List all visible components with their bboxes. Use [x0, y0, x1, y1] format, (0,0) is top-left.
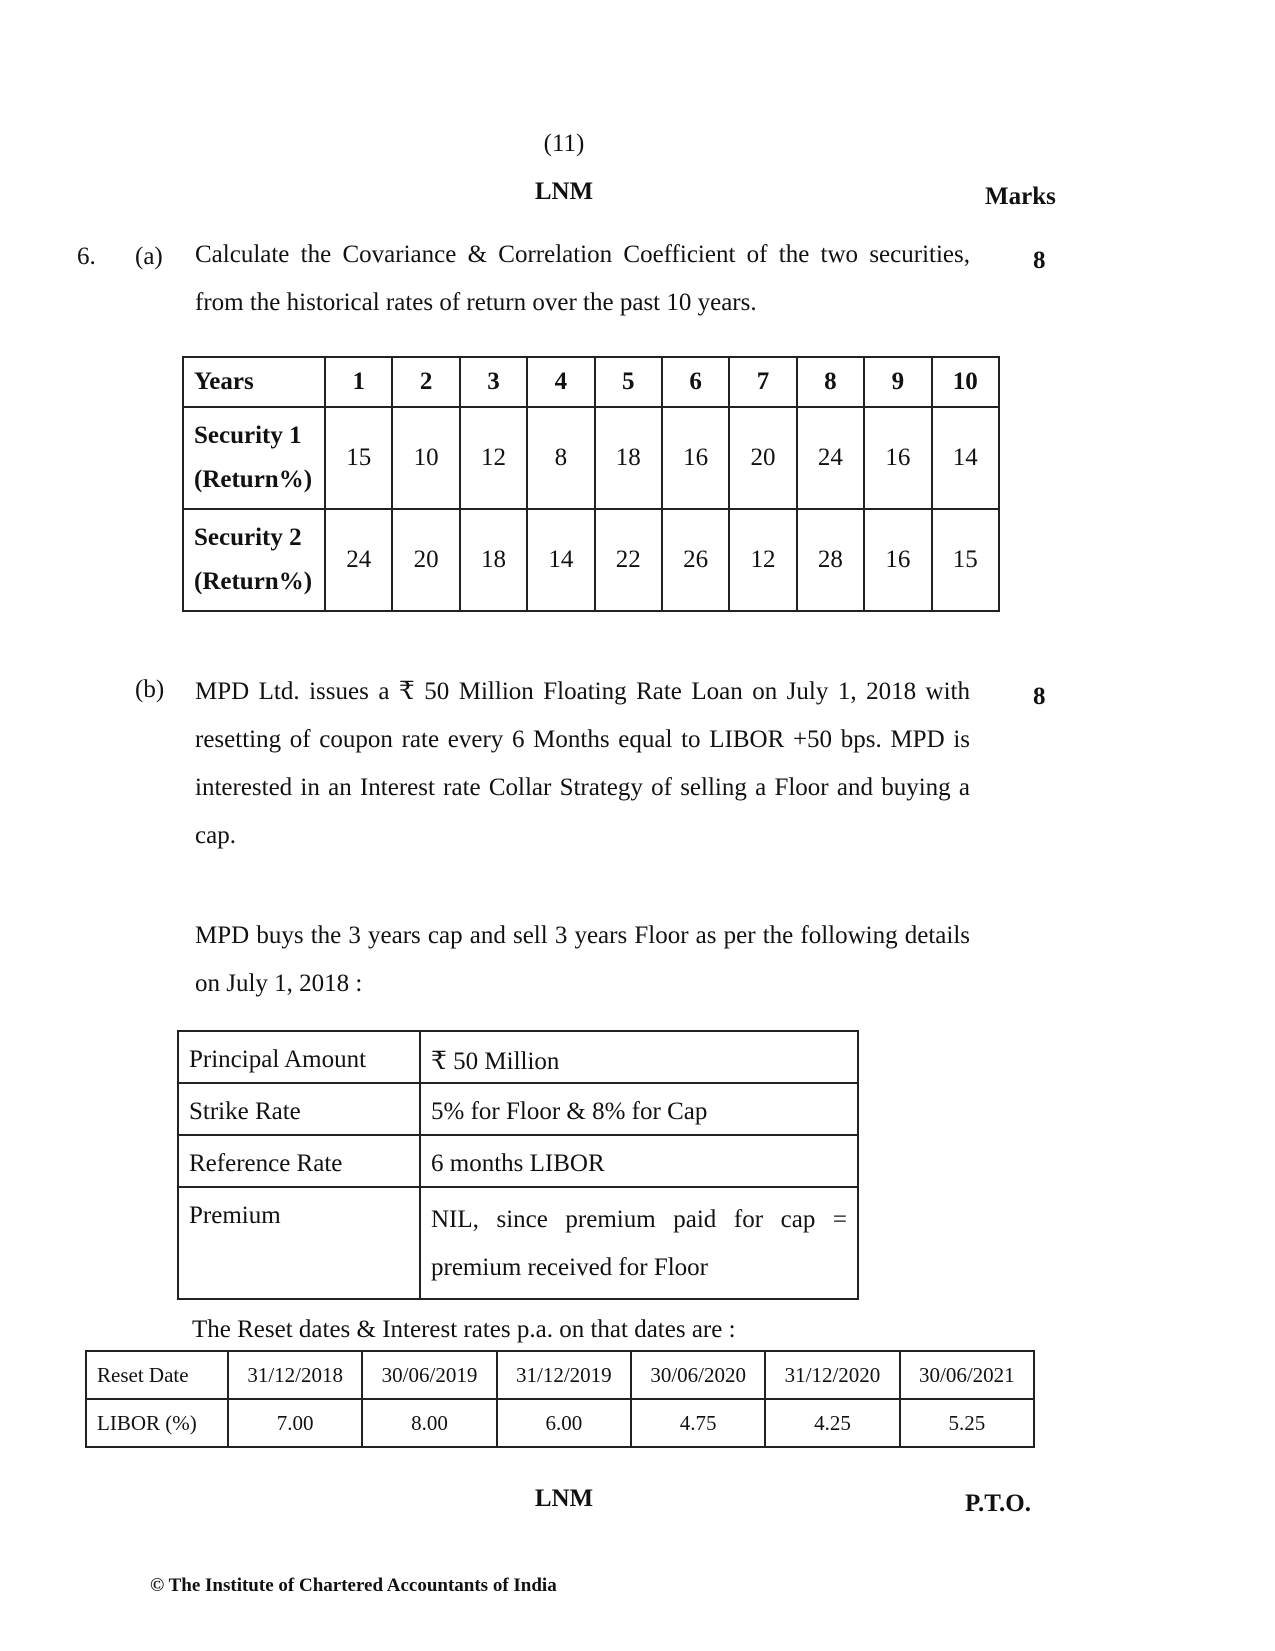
detail-value: NIL, since premium paid for cap = premium received for Floor [431, 1206, 847, 1281]
return-cell: 24 [325, 509, 392, 611]
part-b-label: (b) [135, 676, 165, 703]
return-cell: 24 [797, 407, 864, 509]
security-2-label [183, 509, 325, 611]
return-cell: 16 [864, 407, 931, 509]
return-cell: 15 [932, 509, 999, 611]
reset-date-cell: 30/06/2020 [631, 1351, 765, 1399]
year-cell: 3 [460, 357, 527, 407]
return-cell: 26 [662, 509, 729, 611]
detail-label: Strike Rate [178, 1083, 420, 1135]
paper-code-header: LNM [534, 178, 594, 205]
reset-date-cell: 31/12/2018 [228, 1351, 362, 1399]
part-a-text: Calculate the Covariance & Correlation Coefficient of the two securities, from the historical rates of return over the past 10 years. [195, 241, 970, 316]
part-b-marks: 8 [1033, 683, 1046, 710]
copyright-notice: © The Institute of Chartered Accountants of India [150, 1575, 557, 1596]
question-number: 6. [77, 243, 96, 270]
year-cell: 9 [864, 357, 931, 407]
page-number: (11) [543, 130, 585, 157]
detail-value: ₹ 50 Million [420, 1031, 858, 1083]
year-cell: 6 [662, 357, 729, 407]
year-cell: 7 [729, 357, 796, 407]
libor-cell: 4.25 [765, 1399, 899, 1447]
security-1-name: Security 1 [194, 422, 302, 449]
libor-cell: 5.25 [900, 1399, 1034, 1447]
reset-date-label: Reset Date [86, 1351, 228, 1399]
detail-label: Premium [178, 1187, 420, 1299]
years-header: Years [183, 357, 325, 407]
detail-label: Reference Rate [178, 1135, 420, 1187]
year-cell: 1 [325, 357, 392, 407]
reset-date-cell: 31/12/2019 [497, 1351, 631, 1399]
return-cell: 20 [729, 407, 796, 509]
return-cell: 18 [595, 407, 662, 509]
detail-label: Principal Amount [178, 1031, 420, 1083]
reset-rates-table [85, 1350, 1035, 1448]
part-b-details-intro: MPD buys the 3 years cap and sell 3 years Floor as per the following details on July 1, 2018 : [195, 922, 970, 997]
pto-label: P.T.O. [965, 1490, 1031, 1517]
detail-value-cell [420, 1187, 858, 1299]
reset-date-cell: 30/06/2019 [362, 1351, 496, 1399]
part-b-text: MPD Ltd. issues a ₹ 50 Million Floating Rate Loan on July 1, 2018 with resetting of coupon rate every 6 Months equal to LIBOR +50 bps. MPD is interested in an Interest rate Collar Strategy of selling a Floor and buying a cap. [195, 678, 970, 849]
security-2-unit: (Return%) [194, 568, 313, 595]
detail-value: 6 months LIBOR [420, 1135, 858, 1187]
year-cell: 5 [595, 357, 662, 407]
return-cell: 16 [662, 407, 729, 509]
year-cell: 10 [932, 357, 999, 407]
return-cell: 12 [460, 407, 527, 509]
paper-code-footer: LNM [534, 1485, 594, 1512]
libor-cell: 4.75 [631, 1399, 765, 1447]
return-cell: 22 [595, 509, 662, 611]
returns-table [182, 356, 1000, 612]
return-cell: 15 [325, 407, 392, 509]
libor-label: LIBOR (%) [86, 1399, 228, 1447]
security-1-label [183, 407, 325, 509]
return-cell: 16 [864, 509, 931, 611]
libor-cell: 8.00 [362, 1399, 496, 1447]
libor-cell: 6.00 [497, 1399, 631, 1447]
return-cell: 14 [527, 509, 594, 611]
year-cell: 2 [392, 357, 459, 407]
reset-date-cell: 31/12/2020 [765, 1351, 899, 1399]
detail-value: 5% for Floor & 8% for Cap [420, 1083, 858, 1135]
part-a-label: (a) [135, 243, 163, 270]
return-cell: 12 [729, 509, 796, 611]
return-cell: 10 [392, 407, 459, 509]
return-cell: 28 [797, 509, 864, 611]
part-a-marks: 8 [1033, 247, 1046, 274]
reset-dates-intro: The Reset dates & Interest rates p.a. on that dates are : [192, 1316, 736, 1343]
security-2-name: Security 2 [194, 524, 302, 551]
return-cell: 14 [932, 407, 999, 509]
libor-cell: 7.00 [228, 1399, 362, 1447]
return-cell: 20 [392, 509, 459, 611]
return-cell: 8 [527, 407, 594, 509]
reset-date-cell: 30/06/2021 [900, 1351, 1034, 1399]
year-cell: 8 [797, 357, 864, 407]
security-1-unit: (Return%) [194, 466, 313, 493]
marks-column-header: Marks [985, 183, 1056, 210]
return-cell: 18 [460, 509, 527, 611]
collar-details-table [177, 1030, 859, 1300]
year-cell: 4 [527, 357, 594, 407]
